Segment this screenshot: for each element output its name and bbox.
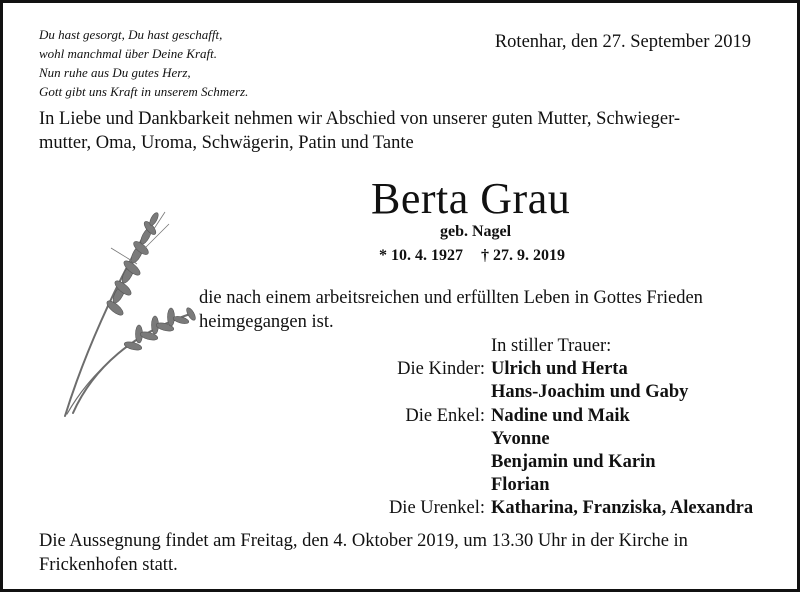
poem-line: Gott gibt uns Kraft in unserem Schmerz. xyxy=(39,84,249,99)
mourner-names: Benjamin und Karin xyxy=(491,452,656,473)
place-and-date: Rotenhar, den 27. September 2019 xyxy=(494,32,751,52)
sentence-line: die nach einem arbeitsreichen und erfüllten Leben in Gottes Frieden xyxy=(199,288,703,308)
mourner-names: Ulrich und Herta xyxy=(491,359,628,380)
closing-line: Frickenhofen statt. xyxy=(39,555,178,575)
mourner-names: Florian xyxy=(491,475,550,496)
birth-name: geb. Nagel xyxy=(440,223,512,240)
sentence-paragraph xyxy=(199,286,703,334)
life-dates xyxy=(379,247,565,265)
mourner-names: Nadine und Maik xyxy=(491,405,630,426)
birth-date: * 10. 4. 1927 xyxy=(379,247,463,264)
poem-line: wohl manchmal über Deine Kraft. xyxy=(39,46,218,61)
intro-line: mutter, Oma, Uroma, Schwägerin, Patin und Tante xyxy=(39,133,414,153)
death-date: † 27. 9. 2019 xyxy=(481,247,565,264)
wheat-ears-icon xyxy=(53,208,203,423)
mourners-heading: In stiller Trauer: xyxy=(491,336,612,356)
mourners-list xyxy=(363,335,753,521)
mourners-group-label: Die Urenkel: xyxy=(388,498,485,519)
deceased-name: Berta Grau xyxy=(371,174,571,223)
mourners-group-label: Die Enkel: xyxy=(405,405,485,426)
service-announcement xyxy=(39,529,773,577)
mourner-names: Katharina, Franziska, Alexandra xyxy=(491,498,754,519)
mourner-names: Hans-Joachim und Gaby xyxy=(491,382,689,403)
mourner-names: Yvonne xyxy=(491,428,550,449)
closing-line: Die Aussegnung findet am Freitag, den 4. Oktober 2019, um 13.30 Uhr in der Kirche in xyxy=(39,531,688,551)
sentence-line: heimgegangen ist. xyxy=(199,312,334,332)
memorial-poem xyxy=(39,25,248,101)
mourners-group-label: Die Kinder: xyxy=(397,359,485,380)
intro-paragraph xyxy=(39,107,773,155)
intro-line: In Liebe und Dankbarkeit nehmen wir Abschied von unserer guten Mutter, Schwieger- xyxy=(39,109,681,129)
poem-line: Nun ruhe aus Du gutes Herz, xyxy=(39,65,191,80)
poem-line: Du hast gesorgt, Du hast geschafft, xyxy=(39,27,223,42)
